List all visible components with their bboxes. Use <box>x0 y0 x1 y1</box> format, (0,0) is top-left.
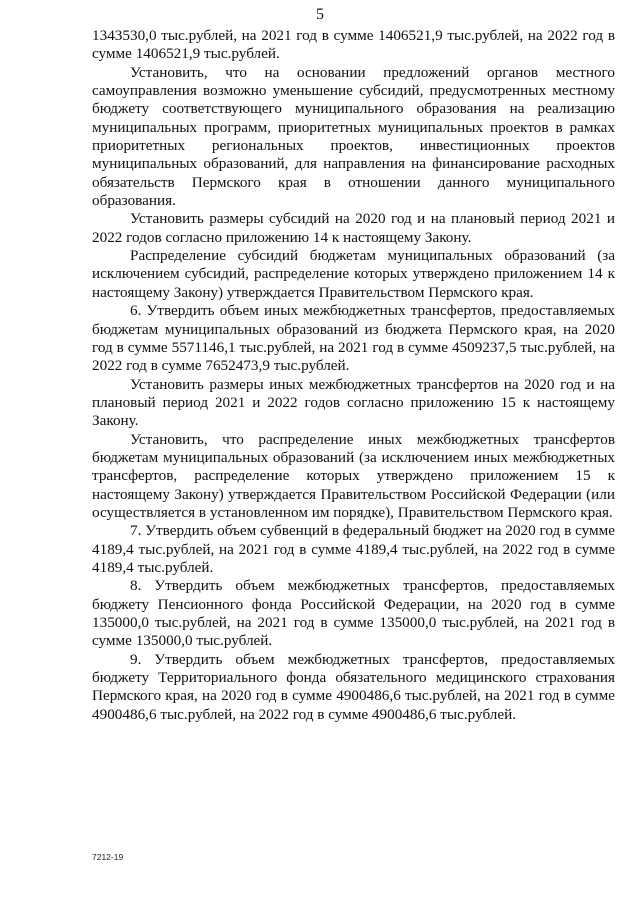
paragraph-item-6: 6. Утвердить объем иных межбюджетных трансфертов, предоставляемых бюджетам муниципальных образований из бюджета Пермского края, на 2020 год в сумме 5571146,1 тыс.рублей, на 2021 год в сумме 4509237,5 тыс.рублей, на 2022 год в сумме 7652473,9 тыс.рублей. <box>92 302 615 375</box>
document-code: 7212-19 <box>92 852 124 862</box>
paragraph-subsidy-sizes: Установить размеры субсидий на 2020 год и на плановый период 2021 и 2022 годов согласно приложению 14 к настоящему Закону. <box>92 210 615 246</box>
paragraph-transfer-sizes: Установить размеры иных межбюджетных трансфертов на 2020 год и на плановый период 2021 и 2022 годов согласно приложению 15 к настоящему Закону. <box>92 375 615 430</box>
document-body <box>92 27 615 724</box>
paragraph-subsidy-distribution: Распределение субсидий бюджетам муниципальных образований (за исключением субсидий, распределение которых утверждено приложением 14 к настоящему Закону) утверждается Правительством Пермского края. <box>92 247 615 301</box>
paragraph-continuation: 1343530,0 тыс.рублей, на 2021 год в сумме 1406521,9 тыс.рублей, на 2022 год в сумме 1406521,9 тыс.рублей. <box>92 27 615 63</box>
page-number: 5 <box>316 6 324 23</box>
paragraph-item-9: 9. Утвердить объем межбюджетных трансфертов, предоставляемых бюджету Территориального фонда обязательного медицинского страхования Пермского края, на 2020 год в сумме 4900486,6 тыс.рублей, на 2021 год в сумме 4900486,6 тыс.рублей, на 2022 год в сумме 4900486,6 тыс.рублей. <box>92 650 615 723</box>
paragraph-transfer-distribution: Установить, что распределение иных межбюджетных трансфертов бюджетам муниципальных образований (за исключением иных межбюджетных трансфертов, распределение которых утверждено приложением 15 к настоящему Закону) утверждается Правительством Российской Федерации (или осуществляется в установленном им порядке), Правительством Пермского края. <box>92 430 615 521</box>
paragraph-item-8: 8. Утвердить объем межбюджетных трансфертов, предоставляемых бюджету Пенсионного фонда Российской Федерации, на 2020 год в сумме 135000,0 тыс.рублей, на 2021 год в сумме 135000,0 тыс.рублей, на 2021 год в сумме 135000,0 тыс.рублей. <box>92 577 615 650</box>
paragraph-item-7: 7. Утвердить объем субвенций в федеральный бюджет на 2020 год в сумме 4189,4 тыс.рублей, на 2021 год в сумме 4189,4 тыс.рублей, на 2022 год в сумме 4189,4 тыс.рублей. <box>92 522 615 576</box>
paragraph-subsidy-reduction: Установить, что на основании предложений органов местного самоуправления возможно уменьшение субсидий, предусмотренных местному бюджету соответствующего муниципального образования на реализацию муниципальных программ, приоритетных муниципальных проектов в рамках приоритетных региональных проектов, инвестиционных проектов муниципальных образований, для направления на финансирование расходных обязательств Пермского края в отношении данного муниципального образования. <box>92 63 615 210</box>
